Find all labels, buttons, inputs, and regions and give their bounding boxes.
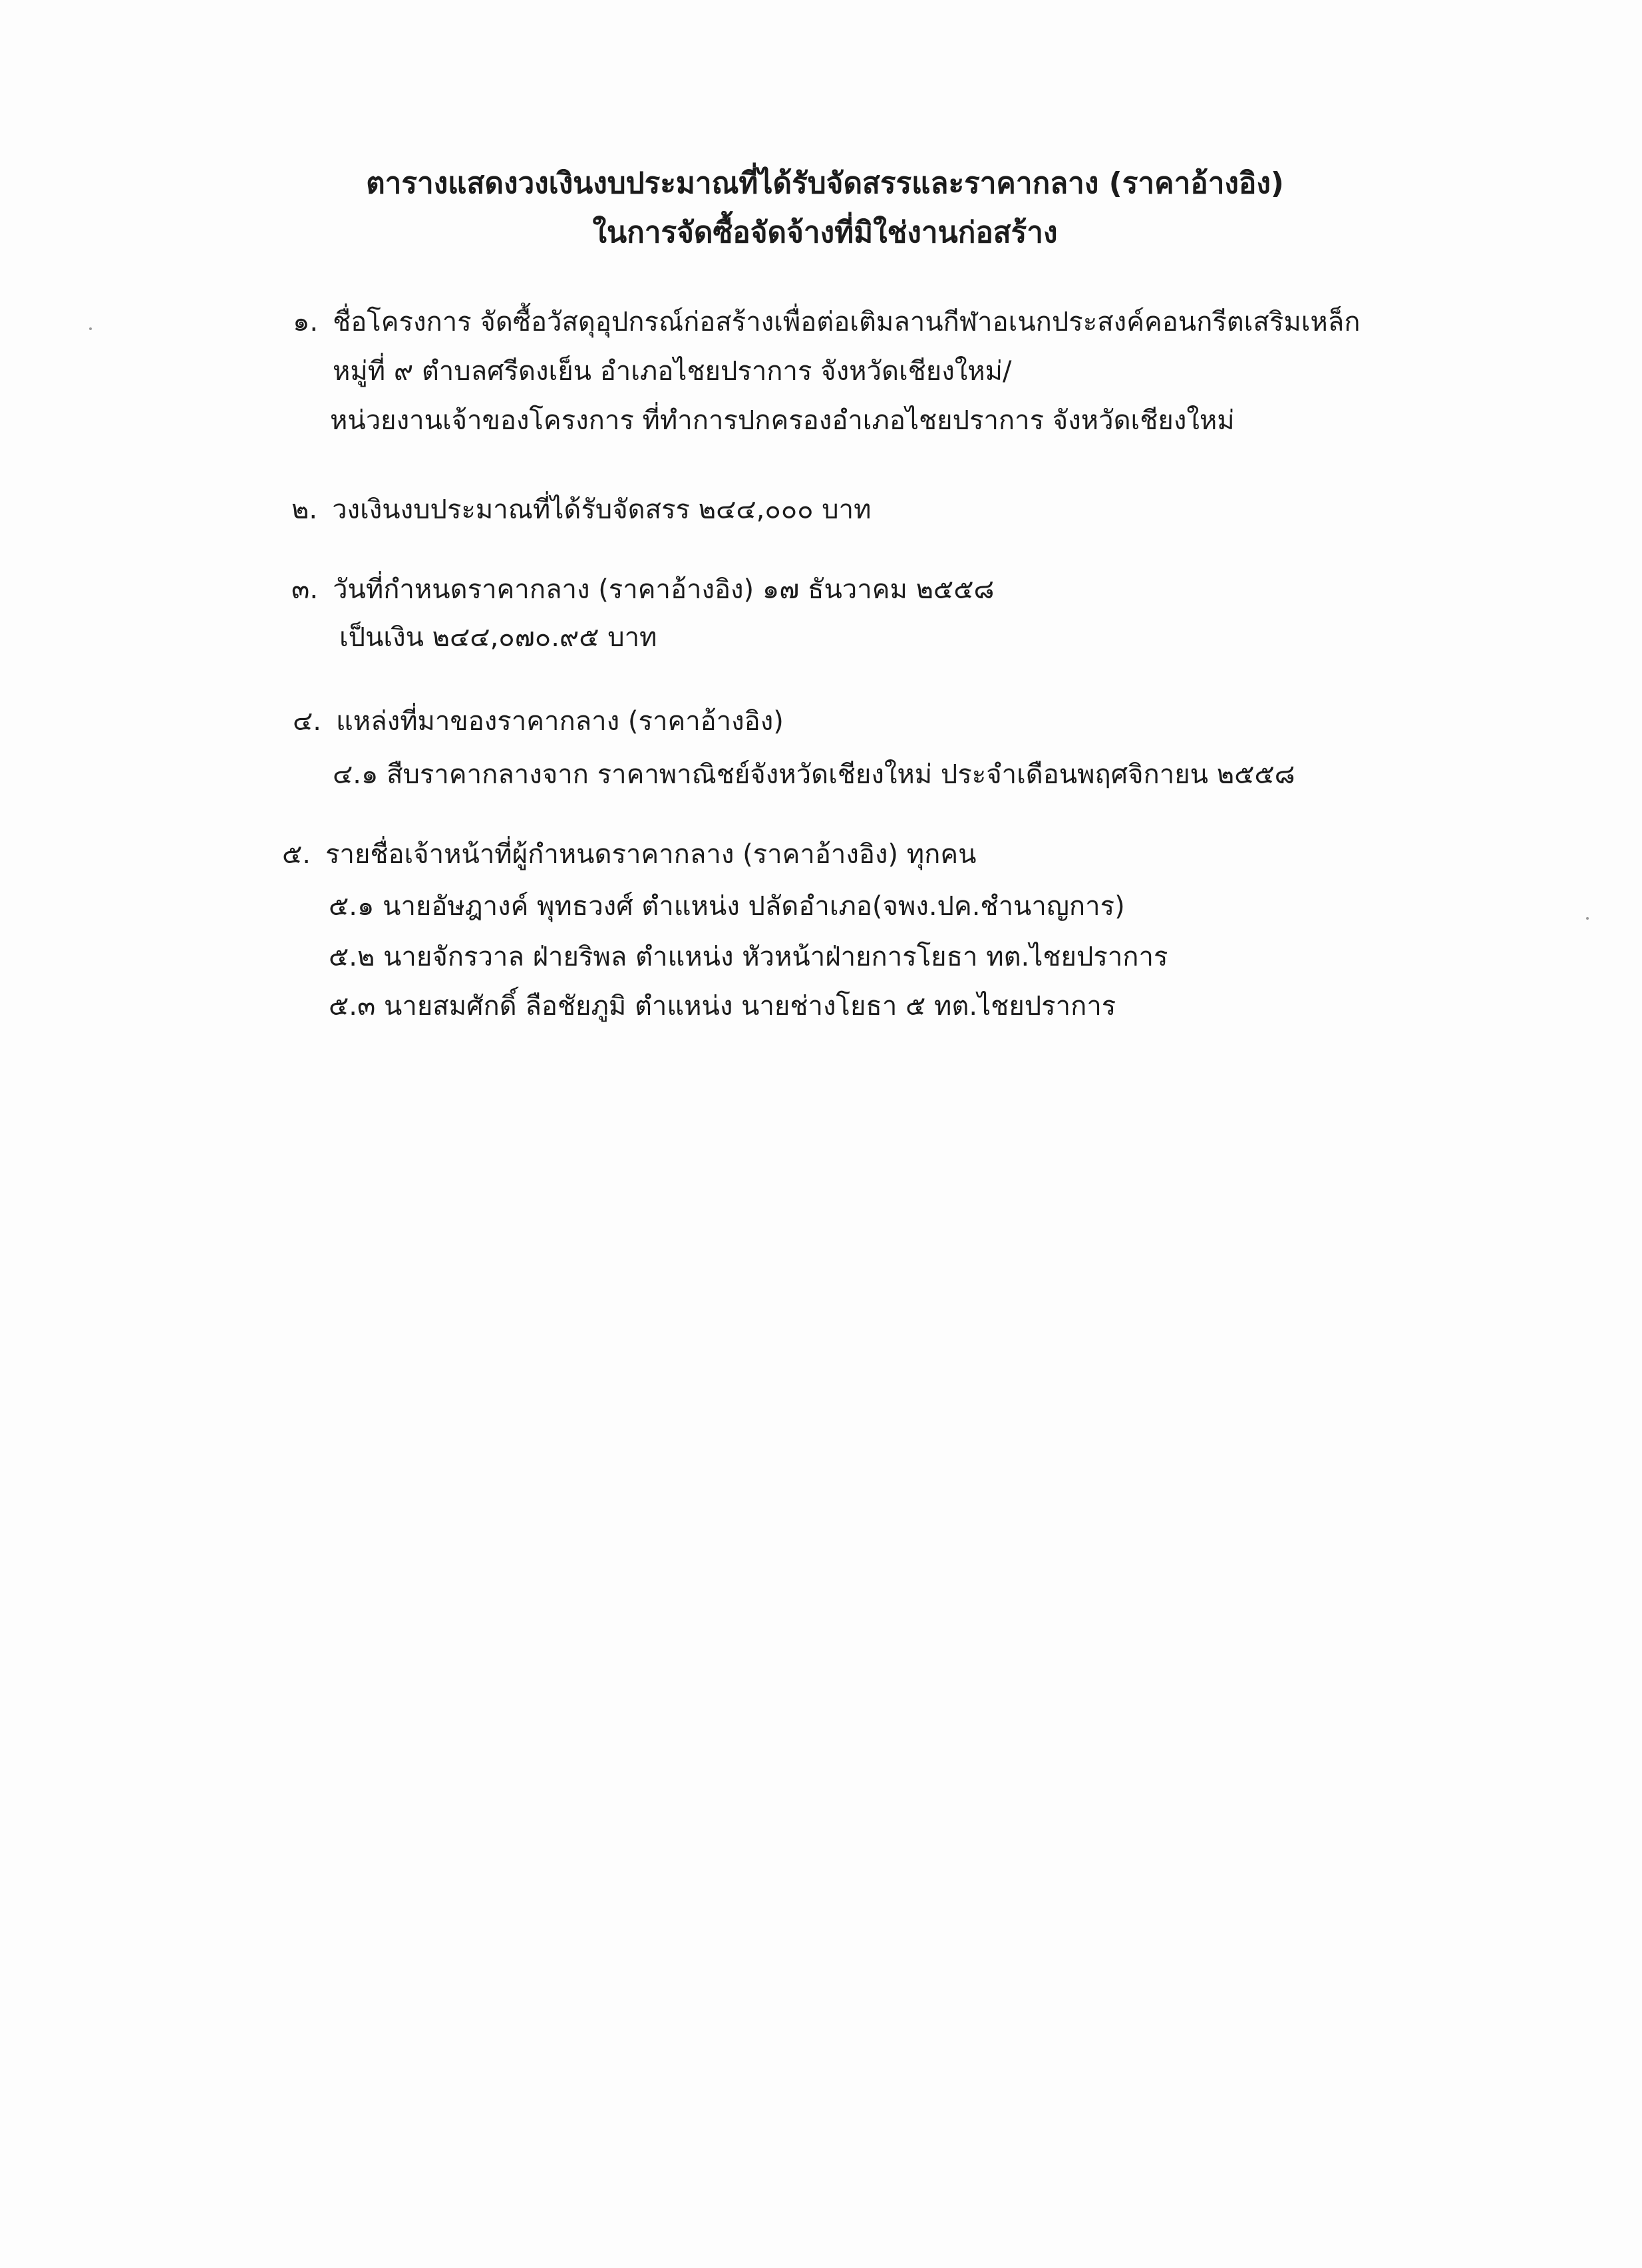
item-4-line-1 bbox=[293, 704, 784, 739]
item-3-line-1 bbox=[291, 572, 994, 607]
item-5-sub-2: ๕.๒ นายจักรวาล ฝ่ายริพล ตำแหน่ง หัวหน้าฝ่ายการโยธา ทต.ไชยปราการ bbox=[329, 942, 1168, 972]
item-2-number: ๒. bbox=[291, 494, 318, 525]
item-5-sub-3: ๕.๓ นายสมศักดิ์ ลือชัยภูมิ ตำแหน่ง นายช่างโยธา ๕ ทต.ไชยปราการ bbox=[329, 991, 1116, 1022]
item-5-officials-heading: รายชื่อเจ้าหน้าที่ผู้กำหนดราคากลาง (ราคาอ้างอิง) ทุกคน bbox=[325, 839, 977, 870]
item-4-sub-1: ๔.๑ สืบราคากลางจาก ราคาพาณิชย์จังหวัดเชียงใหม่ ประจำเดือนพฤศจิกายน ๒๕๕๘ bbox=[333, 759, 1295, 790]
document-title-line-2: ในการจัดซื้อจัดจ้างที่มิใช่งานก่อสร้าง bbox=[592, 216, 1058, 250]
item-5-number: ๕. bbox=[282, 839, 311, 870]
document-title-line-1: ตารางแสดงวงเงินงบประมาณที่ได้รับจัดสรรและราคากลาง (ราคาอ้างอิง) bbox=[366, 166, 1284, 200]
item-1-line-1 bbox=[293, 305, 1360, 339]
item-2-budget: วงเงินงบประมาณที่ได้รับจัดสรร ๒๔๔,๐๐๐ บาท bbox=[332, 494, 872, 525]
item-4-number: ๔. bbox=[293, 706, 321, 737]
item-3-line-2: เป็นเงิน ๒๔๔,๐๗๐.๙๕ บาท bbox=[339, 622, 657, 653]
item-3-number: ๓. bbox=[291, 574, 319, 605]
item-1-line-2: หมู่ที่ ๙ ตำบลศรีดงเย็น อำเภอไชยปราการ จังหวัดเชียงใหม่/ bbox=[333, 356, 1012, 387]
item-1-line-3: หน่วยงานเจ้าของโครงการ ที่ทำการปกครองอำเภอไชยปราการ จังหวัดเชียงใหม่ bbox=[330, 405, 1235, 436]
item-5-line-1 bbox=[282, 837, 976, 872]
item-2-line-1 bbox=[291, 492, 872, 527]
scan-speck bbox=[89, 327, 92, 330]
scan-speck bbox=[1586, 917, 1589, 920]
item-1-project-name: ชื่อโครงการ จัดซื้อวัสดุอุปกรณ์ก่อสร้างเพื่อต่อเติมลานกีฬาอเนกประสงค์คอนกรีตเสริมเหล็ก bbox=[333, 307, 1361, 337]
item-1-number: ๑. bbox=[293, 307, 319, 337]
item-3-reference-date: วันที่กำหนดราคากลาง (ราคาอ้างอิง) ๑๗ ธันวาคม ๒๕๕๘ bbox=[333, 574, 995, 605]
item-5-sub-1: ๕.๑ นายอัษฎางค์ พุทธวงศ์ ตำแหน่ง ปลัดอำเภอ(จพง.ปค.ชำนาญการ) bbox=[329, 891, 1125, 922]
item-4-source-heading: แหล่งที่มาของราคากลาง (ราคาอ้างอิง) bbox=[336, 706, 784, 737]
